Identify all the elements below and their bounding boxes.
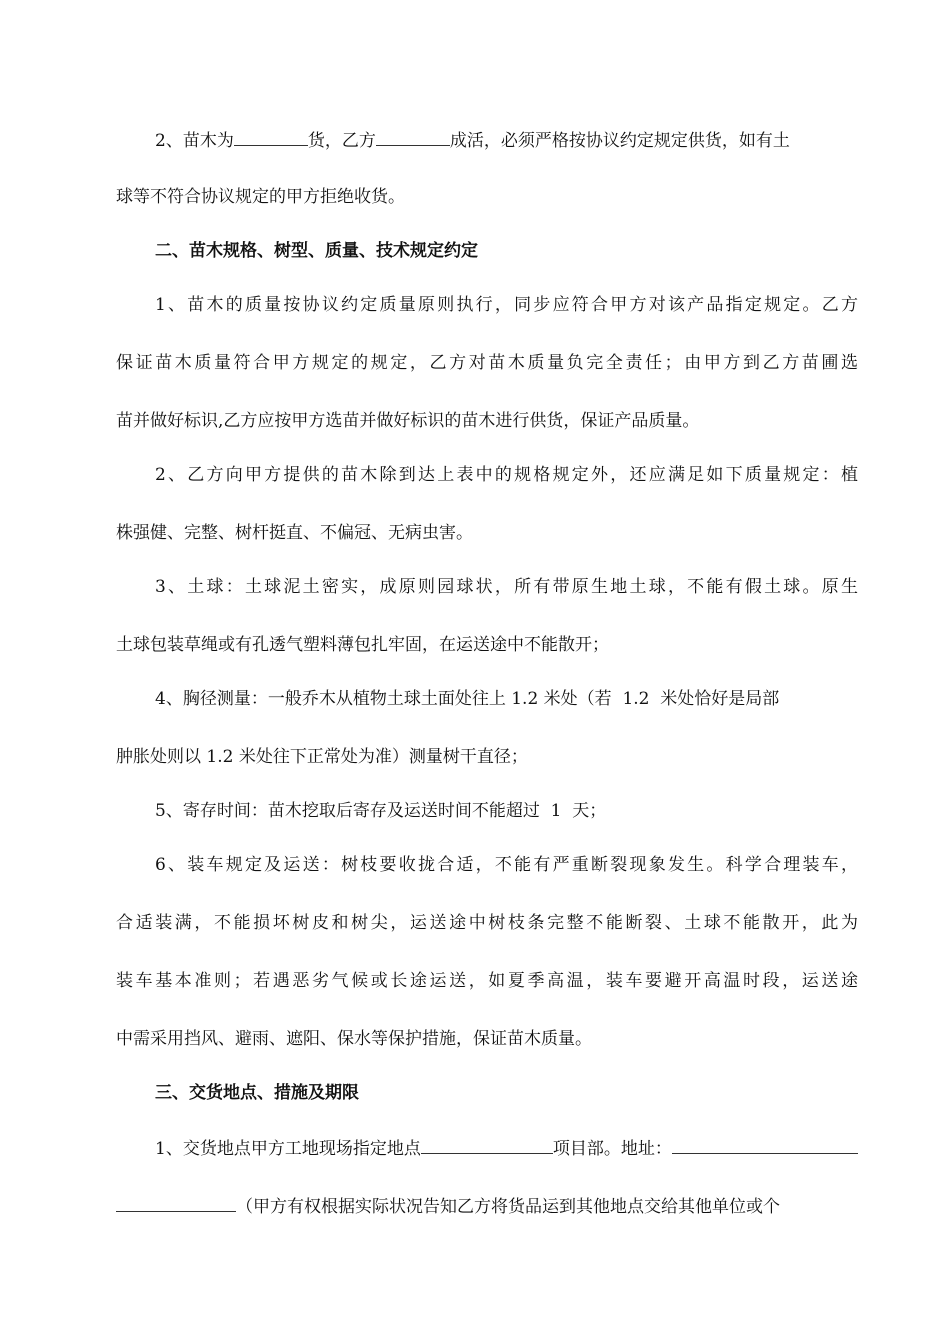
paragraph-line: 苗并做好标识,乙方应按甲方选苗并做好标识的苗木进行供货，保证产品质量。 — [116, 411, 700, 431]
paragraph-delivery-location-cont — [116, 1194, 858, 1218]
paragraph-line: 株强健、完整、树杆挺直、不偏冠、无病虫害。 — [116, 523, 473, 543]
blank-field-survival — [376, 128, 450, 146]
text-segment: 货，乙方 — [307, 131, 376, 151]
paragraph-line: 5、寄存时间：苗木挖取后寄存及运送时间不能超过 1 天； — [155, 801, 607, 821]
text-segment: 成活，必须严格按协议约定规定供货，如有土 — [449, 131, 790, 151]
blank-field-address — [672, 1136, 858, 1154]
blank-field-address-cont — [116, 1194, 236, 1212]
paragraph-line: 6、装车规定及运送：树枝要收拢合适，不能有严重断裂现象发生。科学合理装车， — [155, 855, 858, 875]
paragraph-line: 2、乙方向甲方提供的苗木除到达上表中的规格规定外，还应满足如下质量规定：植 — [155, 465, 858, 485]
blank-field-project — [421, 1136, 553, 1154]
paragraph-line: 球等不符合协议规定的甲方拒绝收货。 — [116, 187, 405, 207]
paragraph-delivery-location — [155, 1136, 858, 1160]
section-heading-specs: 二、苗木规格、树型、质量、技术规定约定 — [155, 241, 478, 261]
paragraph-seedling-delivery — [155, 128, 858, 152]
paragraph-line: 4、胸径测量：一般乔木从植物土球土面处往上 1.2 米处（若 1.2 米处恰好是局部 — [155, 689, 780, 709]
paragraph-line: 中需采用挡风、避雨、遮阳、保水等保护措施，保证苗木质量。 — [116, 1029, 592, 1049]
paragraph-line: 装车基本准则；若遇恶劣气候或长途运送，如夏季高温，装车要避开高温时段，运送途 — [116, 971, 858, 991]
blank-field-goods-type — [234, 128, 308, 146]
paragraph-line: 3、土球：土球泥土密实，成原则园球状，所有带原生地土球，不能有假土球。原生 — [155, 577, 858, 597]
text-segment: （甲方有权根据实际状况告知乙方将货品运到其他地点交给其他单位或个 — [236, 1197, 780, 1217]
text-segment: 项目部。地址： — [552, 1139, 672, 1159]
paragraph-line: 肿胀处则以 1.2 米处往下正常处为准）测量树干直径； — [116, 747, 528, 767]
paragraph-line: 1、苗木的质量按协议约定质量原则执行，同步应符合甲方对该产品指定规定。乙方 — [155, 295, 858, 315]
paragraph-line: 合适装满，不能损坏树皮和树尖，运送途中树枝条完整不能断裂、土球不能散开，此为 — [116, 913, 858, 933]
paragraph-line: 保证苗木质量符合甲方规定的规定，乙方对苗木质量负完全责任；由甲方到乙方苗圃选 — [116, 353, 858, 373]
paragraph-line: 土球包装草绳或有孔透气塑料薄包扎牢固，在运送途中不能散开； — [116, 635, 609, 655]
text-segment: 1、交货地点甲方工地现场指定地点 — [155, 1139, 421, 1159]
text-segment: 2、苗木为 — [155, 131, 234, 151]
section-heading-delivery: 三、交货地点、措施及期限 — [155, 1083, 359, 1103]
